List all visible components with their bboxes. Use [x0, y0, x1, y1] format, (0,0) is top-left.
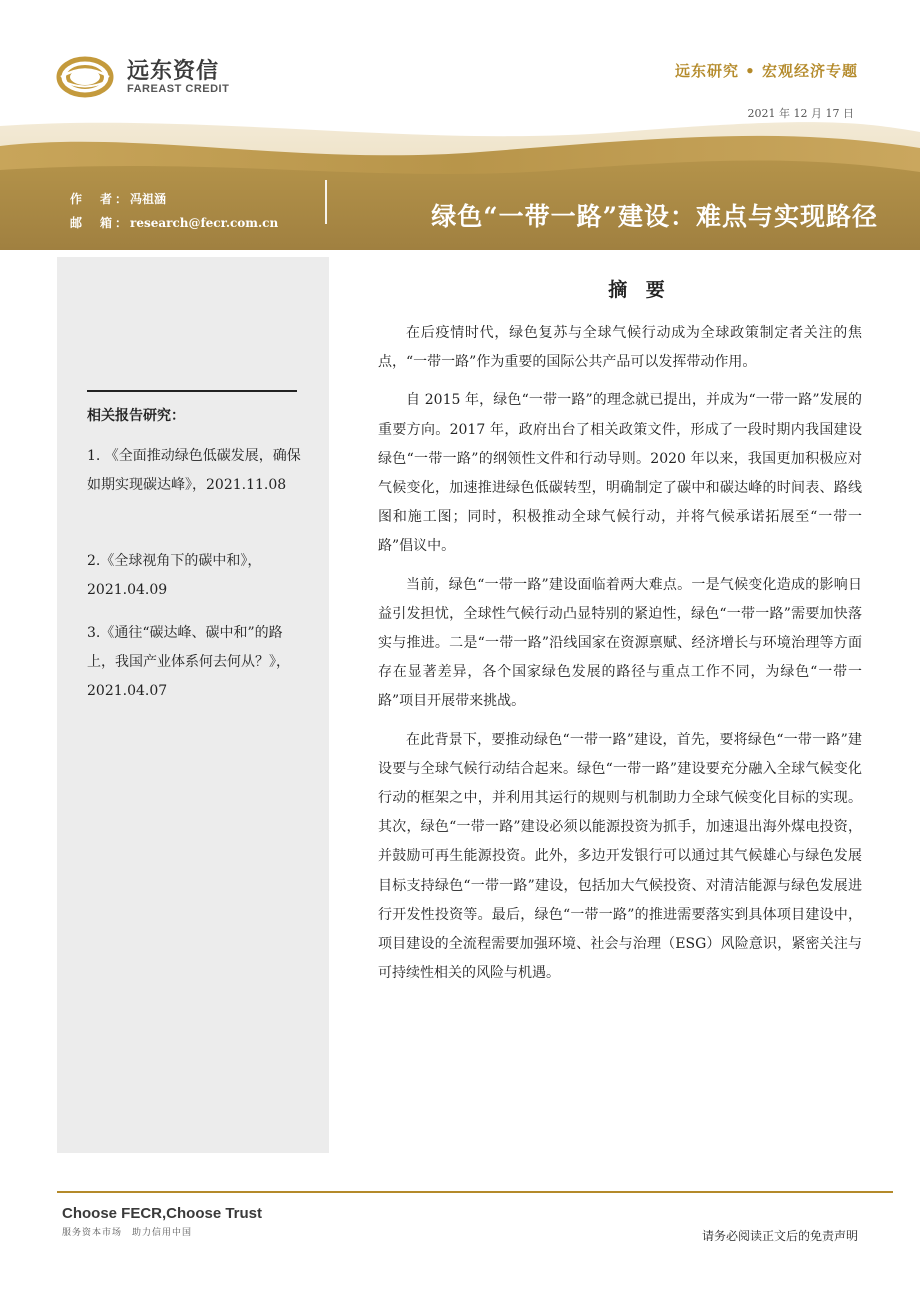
footer-slogan-chinese: 服务资本市场 助力信用中国: [62, 1228, 193, 1238]
email-label: 邮 箱：: [70, 216, 131, 230]
footer-divider: [57, 1191, 893, 1193]
footer-slogan: Choose FECR,Choose Trust: [62, 1205, 263, 1222]
report-series: 远东研究 • 宏观经济专题: [674, 62, 858, 80]
logo-chinese-name: 远东资信: [127, 59, 220, 84]
logo-english-name: FAREAST CREDIT: [127, 83, 230, 95]
abstract-paragraph: 当前，绿色“一带一路”建设面临着两大难点。一是气候变化造成的影响日益引发担忧，全球性气候行动凸显特别的紧迫性，绿色“一带一路”需要加快落实与推进。二是“一带一路”沿线国家在资源禀赋、经济增长与环境治理等方面存在显著差异，各个国家绿色发展的路径与重点工作不同，为绿色“一带一路”项目开展带来挑战。: [378, 576, 862, 710]
abstract-paragraph: 自 2015 年，绿色“一带一路”的理念就已提出，并成为“一带一路”发展的重要方向。2017 年，政府出台了相关政策文件，形成了一段时期内我国建设绿色“一带一路”的纲领性文件和行动导则。2020 年以来，我国更加积极应对气候变化，加速推进绿色低碳转型，明确制定了碳中和碳达峰的时间表、路线图和施工图；同时，积极推动全球气候行动，并将气候承诺拓展至“一带一路”倡议中。: [378, 392, 862, 555]
author-label: 作 者：: [70, 192, 131, 206]
related-report-item[interactable]: 2.《全球视角下的碳中和》，2021.04.09: [87, 553, 262, 598]
related-reports-heading: 相关报告研究：: [87, 408, 185, 424]
abstract-paragraph: 在后疫情时代，绿色复苏与全球气候行动成为全球政策制定者关注的焦点，“一带一路”作为重要的国际公共产品可以发挥带动作用。: [378, 325, 862, 371]
author-line: [70, 190, 166, 207]
abstract-paragraph: 在此背景下，要推动绿色“一带一路”建设，首先，要将绿色“一带一路”建设要与全球气候行动结合起来。绿色“一带一路”建设要充分融入全球气候变化行动的框架之中，并利用其运行的规则与机制助力全球气候变化目标的实现。其次，绿色“一带一路”建设必须以能源投资为抓手，加速退出海外煤电投资，并鼓励可再生能源投资。此外，多边开发银行可以通过其气候雄心与绿色发展目标支持绿色“一带一路”建设，包括加大气候投资、对清洁能源与绿色发展进行开发性投资等。最后，绿色“一带一路”的推进需要落实到具体项目建设中，项目建设的全流程需要加强环境、社会与治理（ESG）风险意识，紧密关注与可持续性相关的风险与机遇。: [378, 731, 862, 982]
author-name: 冯祖涵: [130, 192, 167, 206]
sidebar: [57, 257, 329, 1153]
related-report-item[interactable]: 3.《通往“碳达峰、碳中和”的路上，我国产业体系何去何从？》，2021.04.07: [87, 625, 290, 699]
related-report-item[interactable]: 1. 《全面推动绿色低碳发展，确保如期实现碳达峰》，2021.11.08: [87, 448, 301, 493]
email-address[interactable]: research@fecr.com.cn: [130, 216, 279, 230]
abstract-title: 摘 要: [608, 279, 671, 301]
report-date: 2021 年 12 月 17 日: [747, 107, 854, 120]
email-line: [70, 214, 278, 231]
report-title: 绿色“一带一路”建设：难点与实现路径: [431, 202, 878, 231]
abstract-body: [378, 319, 862, 988]
sidebar-divider: [87, 390, 297, 392]
company-logo: [55, 52, 255, 102]
fareast-logo-icon: [55, 52, 119, 102]
disclaimer-note: 请务必阅读正文后的免责声明: [701, 1229, 858, 1243]
